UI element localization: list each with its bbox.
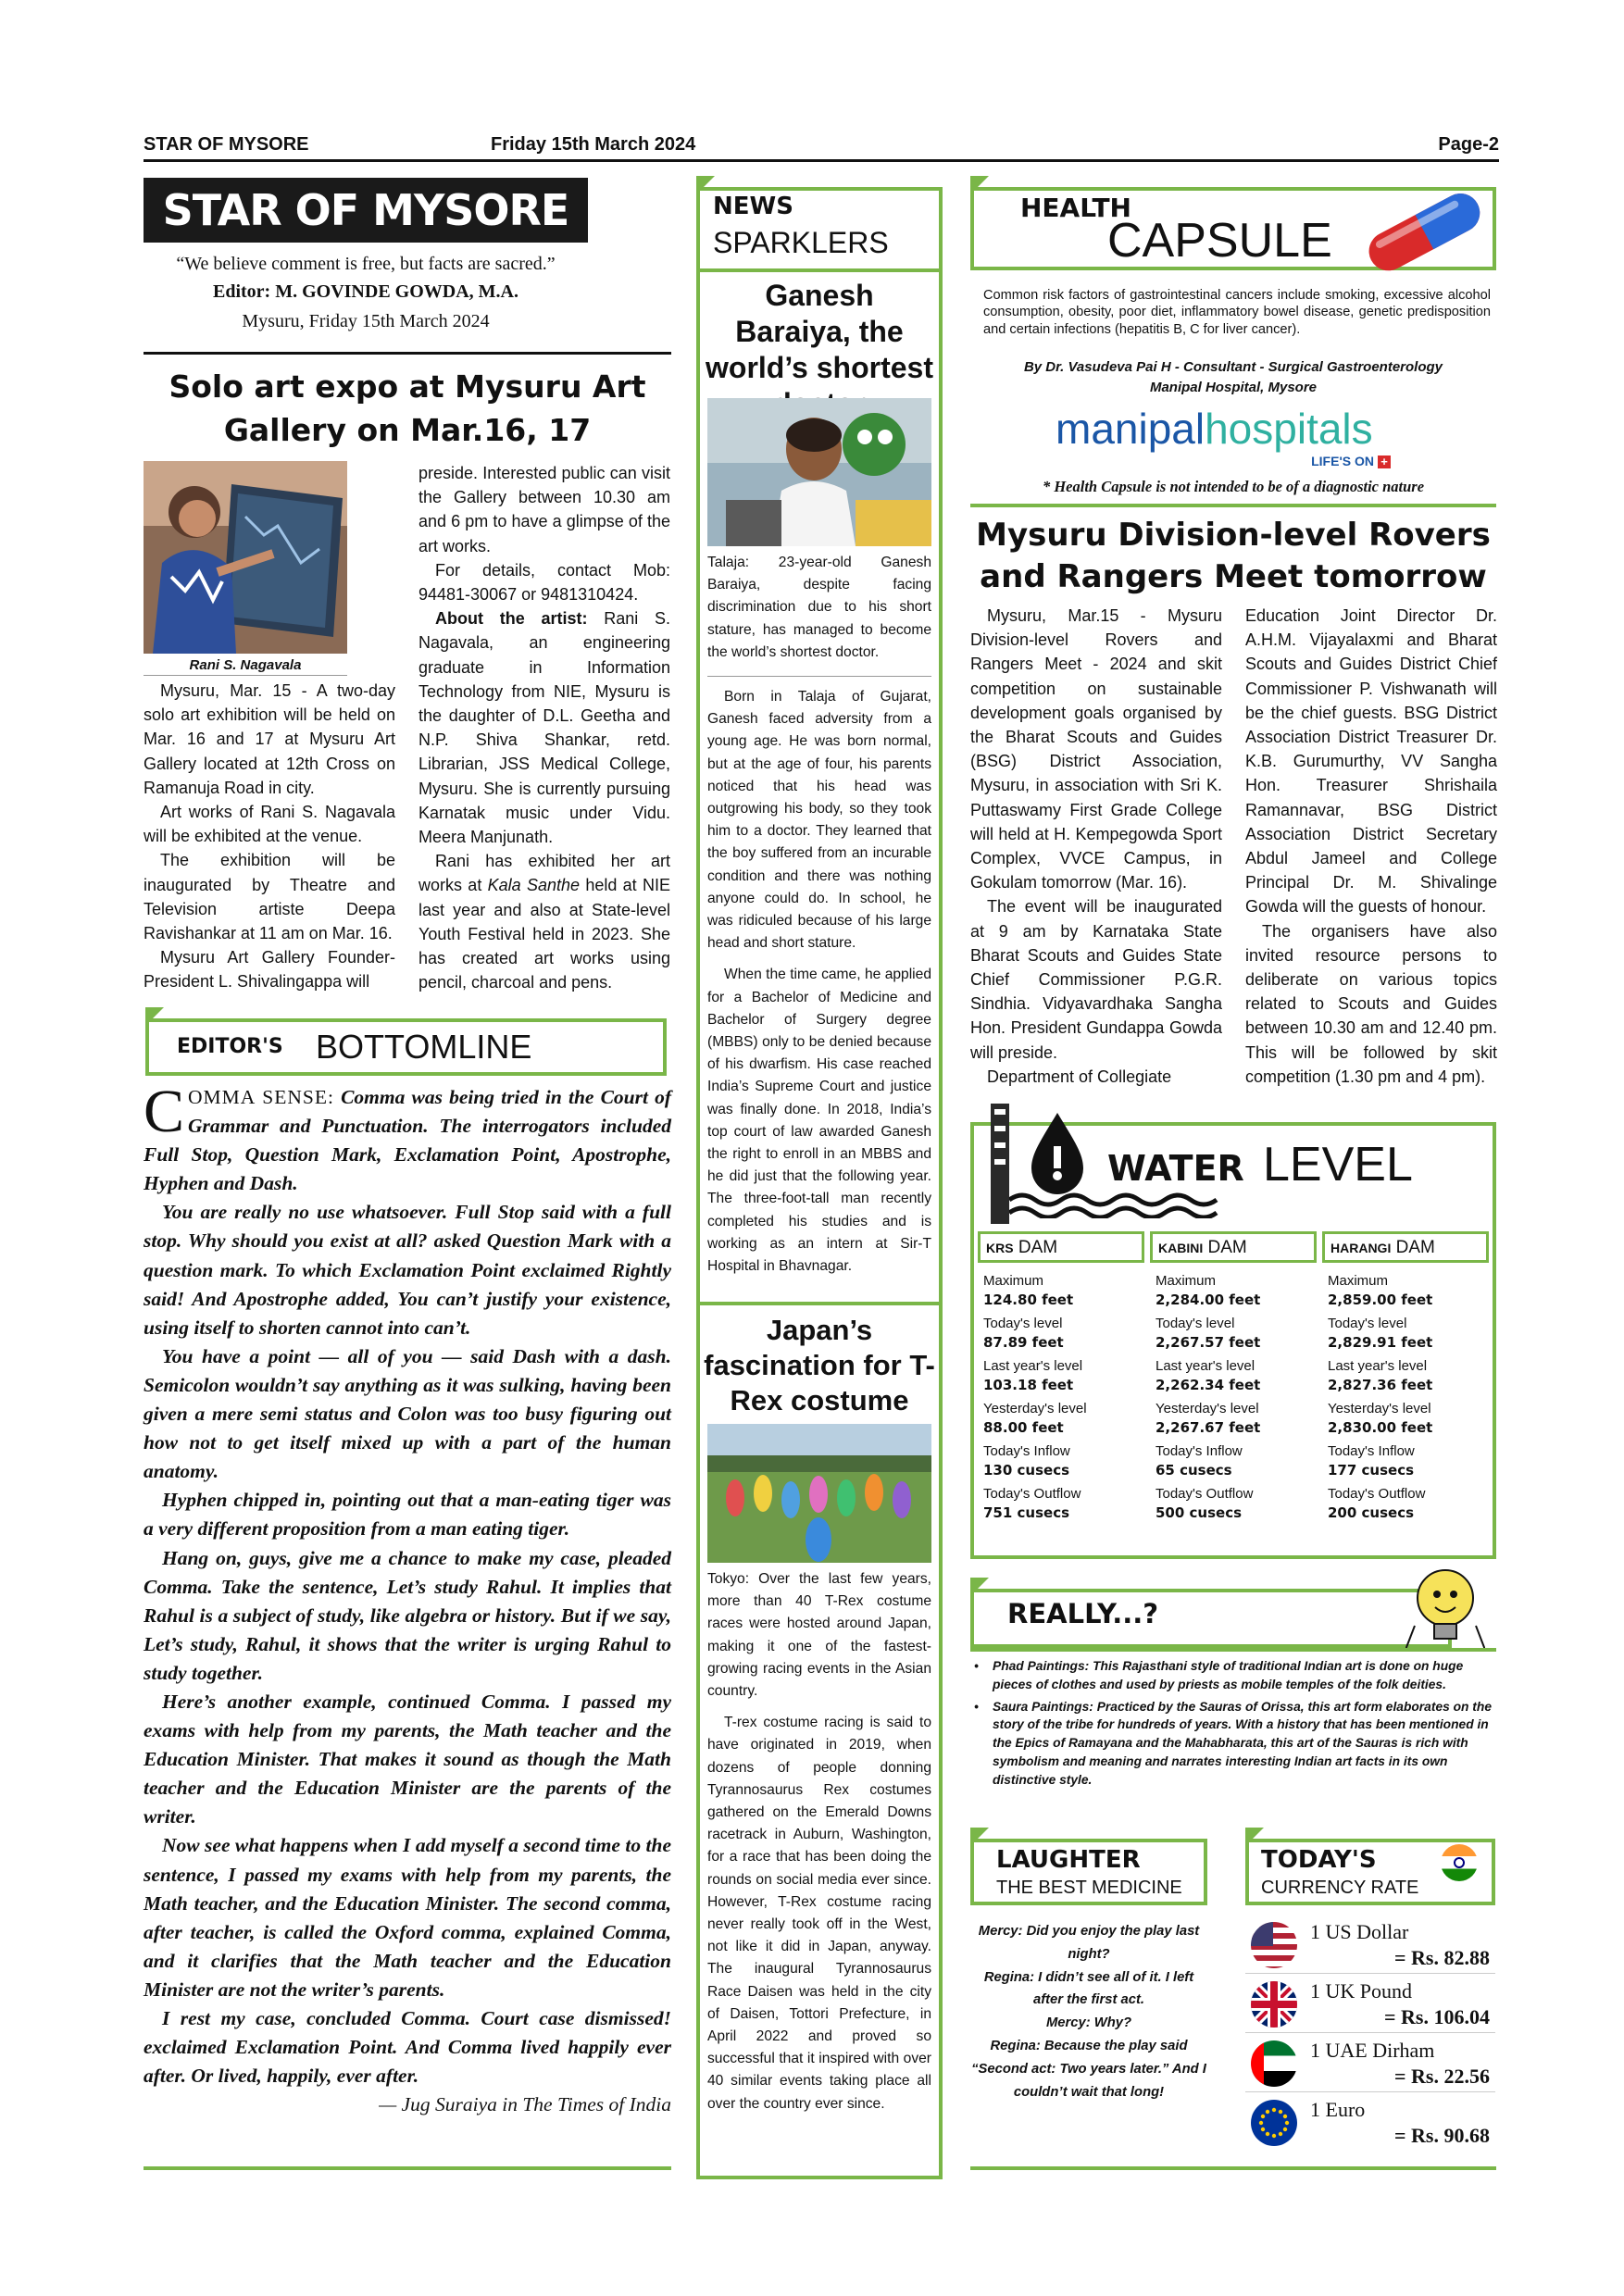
bottomline-para: Now see what happens when I add myself a second time to the sentence, I passed my exams with help from my parents, the Math teacher, and the Education Minister. The second comma, after teacher, is called the Oxford comma, explained Comma, and it clarifies that the Math teacher and the Education Minister are not the writer’s parents. bbox=[144, 1834, 671, 2001]
rovers-para: Mysuru, Mar.15 - Mysuru Division-level Rovers and Rangers Meet - 2024 and skit competition on sustainable development goals organised by the Bharat Scouts and Guides (BSG) District Association, Mysuru, in association with Sri K. Puttaswamy First Grade College will held at H. Kempegowda Sport Complex, VVCE Campus, in Gokulam tomorrow (Mar. 16). bbox=[970, 606, 1222, 892]
currency-name: 1 Euro bbox=[1310, 2098, 1366, 2121]
solo-para: The exhibition will be inaugurated by Theatre and Television artiste Deepa Ravishankar at 11 am on Mar. 16. bbox=[144, 851, 395, 943]
currency-tab-marker bbox=[1245, 1828, 1264, 1846]
solo-col2 bbox=[418, 461, 670, 994]
dam-column bbox=[1322, 1231, 1489, 1526]
rovers-col1 bbox=[970, 604, 1222, 1089]
solo-headline: Solo art expo at Mysuru Art Gallery on Mar.16, 17 bbox=[169, 368, 646, 448]
dam-stat: Today's Inflow 65 cusecs bbox=[1156, 1443, 1243, 1479]
dam-stat: Today's level 2,829.91 feet bbox=[1328, 1316, 1433, 1351]
sparklers-tab-marker bbox=[696, 176, 715, 194]
dam-stat: Today's Outflow 500 cusecs bbox=[1156, 1486, 1254, 1521]
lead-caps: OMMA SENSE: bbox=[188, 1086, 334, 1108]
solo-para: Mysuru, Mar. 15 - A two-day solo art exhibition will be held on Mar. 16 and 17 at Mysuru Art Gallery located at 12th Cross on Ramanuja Road in city. bbox=[144, 681, 395, 797]
dam-stat: Maximum 2,284.00 feet bbox=[1156, 1273, 1261, 1308]
plus-icon: + bbox=[1378, 455, 1391, 468]
bottomline-para: Hyphen chipped in, pointing out that a man-eating tiger was a very different proposition from a man eating tiger. bbox=[144, 1489, 671, 1541]
dam-stat: Yesterday's level 2,830.00 feet bbox=[1328, 1401, 1433, 1436]
uae-flag-icon bbox=[1251, 2040, 1297, 2087]
dam-word: DAM bbox=[1018, 1238, 1058, 1257]
masthead-dateline: Mysuru, Friday 15th March 2024 bbox=[242, 311, 490, 331]
dam-column bbox=[978, 1231, 1144, 1526]
solo-para: Art works of Rani S. Nagavala will be exhibited at the venue. bbox=[144, 803, 395, 846]
currency-value: = Rs. 22.56 bbox=[1394, 2065, 1490, 2088]
health-text: Common risk factors of gastrointestinal cancers include smoking, excessive alcohol consumption, obesity, poor diet, inflammatory bowel disease, genetic predisposition and certain infections (hepatitis B, C for liver cancer). bbox=[983, 288, 1491, 337]
bulb-icon bbox=[1405, 1561, 1485, 1657]
dam-column bbox=[1150, 1231, 1317, 1526]
rovers-para: The organisers have also invited resource persons to deliberate on various topics related to Scouts and Guides between 10.30 am and 12.40 pm. This will be followed by skit competition (1.30 pm and 4 pm). bbox=[1245, 921, 1497, 1086]
bottomline-para: You have a point — all of you — said Dash with a dash. Semicolon wouldn’t say anything as it was sulking, having been given a mere semi status and Colon was too busy figuring out how not to get itself mixed up with a part of the human anatomy. bbox=[144, 1344, 671, 1483]
dam-stat: Today's Inflow 130 cusecs bbox=[983, 1443, 1070, 1479]
water-waves-icon bbox=[1009, 1191, 1222, 1218]
us-flag-icon bbox=[1251, 1922, 1297, 1968]
dam-stat: Today's Outflow 200 cusecs bbox=[1328, 1486, 1426, 1521]
right-bottom-rule bbox=[970, 2166, 1496, 2170]
laughter-tab-marker bbox=[970, 1828, 989, 1846]
bottomline-label-b: BOTTOMLINE bbox=[316, 1028, 532, 1066]
dam-header bbox=[978, 1231, 1144, 1263]
currency-label-b: CURRENCY RATE bbox=[1261, 1878, 1419, 1898]
laughter-line: Mercy: Did you enjoy the play last night? bbox=[978, 1924, 1200, 1962]
header-paper-name: STAR OF MYSORE bbox=[144, 134, 309, 155]
rovers-para: The event will be inaugurated at 9 am by Karnataka State Bharat Scouts and Guides State Chief Commissioner P.G.R. Sindhia. Vidyavardhaka Sangha Hon. President Gundappa Gowda will preside. bbox=[970, 897, 1222, 1062]
currency-value: = Rs. 106.04 bbox=[1384, 2005, 1490, 2028]
solo-col1 bbox=[144, 679, 395, 994]
solo-artist-para bbox=[418, 606, 670, 849]
artist-photo-caption: Rani S. Nagavala bbox=[144, 655, 347, 676]
dam-stat: Last year's level 103.18 feet bbox=[983, 1358, 1083, 1393]
health-label-b: CAPSULE bbox=[1107, 214, 1332, 268]
health-disclaimer: * Health Capsule is not intended to be of a diagnostic nature bbox=[1042, 478, 1425, 495]
story1-para: Born in Talaja of Gujarat, Ganesh faced adversity from a young age. He was born normal, but at the age of four, his parents noticed that his head was outgrowing his body, so they took him to a doctor. They learned that the boy suffered from an incurable condition and there was nothing anyone could do. In school, he was ridiculed because of his large head and short stature. bbox=[707, 689, 931, 952]
story1-text bbox=[707, 552, 931, 1278]
laughter-line: Regina: I didn’t see all of it. I left after the first act. bbox=[983, 1969, 1194, 2008]
artist-photo bbox=[144, 461, 347, 654]
sparklers-label-b: SPARKLERS bbox=[713, 226, 889, 259]
logo-text-a: manipal bbox=[1056, 405, 1206, 453]
left-bottom-rule bbox=[144, 2166, 671, 2170]
laughter-label-a: LAUGHTER bbox=[996, 1846, 1141, 1874]
solo-para: Rani has exhibited her art works at Kala Santhe held at NIE last year and also at State-level Youth Festival held in 2023. She has created art works using pencil, charcoal and pens. bbox=[418, 852, 670, 992]
laughter-line: Regina: Because the play said “Second act: Two years later.” And I couldn’t wait that long! bbox=[971, 2038, 1206, 2100]
laughter-line: Mercy: Why? bbox=[1045, 2015, 1132, 2031]
solo-para: Mysuru Art Gallery Founder-President L. Shivalingappa will bbox=[144, 948, 395, 992]
bottomline-body bbox=[144, 1078, 671, 2119]
currency-row bbox=[1245, 1916, 1495, 1974]
really-label: REALLY...? bbox=[1007, 1598, 1159, 1629]
story2-text bbox=[707, 1568, 931, 2115]
artist-text: Rani S. Nagavala, an engineering graduate in Information Technology from NIE, Mysuru is the daughter of D.L. Geetha and N.P. Shiva Shankar, retd. Librarian, JSS Medical College, Mysuru. She is currently pursuing Karnatak music under Vidu. Meera Manjunath. bbox=[418, 609, 670, 847]
bottomline-para: Here’s another example, continued Comma. I passed my exams with help from my parents, the Math teacher and the Education Minister. That makes it sound as though the Math teacher and the Education Minister are the parents of the writer. bbox=[144, 1690, 671, 1828]
story2-para: Tokyo: Over the last few years, more than 40 T-Rex costume races were hosted around Japan, making it one of the fastest-growing racing events in the Asian country. bbox=[707, 1571, 931, 1700]
currency-name: 1 US Dollar bbox=[1310, 1920, 1409, 1943]
uk-flag-icon bbox=[1251, 1981, 1297, 2028]
rovers-para: Education Joint Director Dr. A.H.M. Vijayalaxmi and Bharat Scouts and Guides District Chief Commissioner P. Vishwanath will be the chief guests. BSG District Association District Treasurer Dr. K.B. Gurumurthy, VV Sangha Hon. Treasurer Shrishaila Ramannavar, BSG District Association District Secretary Abdul Jameel and College Principal Dr. M. Shivalinge Gowda will the guests of honour. bbox=[1245, 606, 1497, 917]
story1-caption: Talaja: 23-year-old Ganesh Baraiya, despite facing discrimination due to his short stature, has managed to become the world’s shortest doctor. bbox=[707, 555, 931, 660]
dam-stat: Today's Outflow 751 cusecs bbox=[983, 1486, 1081, 1521]
trex-race-photo bbox=[707, 1424, 931, 1563]
rovers-col2 bbox=[1245, 604, 1497, 1089]
health-rule bbox=[970, 504, 1496, 507]
sparklers-rule bbox=[700, 268, 939, 272]
story2-para: T-rex costume racing is said to have originated in 2019, when dozens of people donning Tyrannosaurus Rex costumes gathered on the Emerald Downs racetrack in Auburn, Washington, for a race that has been doing the rounds on social media ever since. However, T-Rex costume racing never really took off in the West, not like it did in Japan, anyway. The inaugural Tyrannosaurus Race Daisen was held in the city of Daisen, Tottori Prefecture, in April 2022 and proved so successful that it inspired with over 40 similar events taking place all over the country ever since. bbox=[707, 1715, 931, 2112]
health-byline: By Dr. Vasudeva Pai H - Consultant - Surgical Gastroenterology bbox=[1023, 359, 1443, 375]
bottomline-lead bbox=[144, 1078, 671, 1198]
header-page-number: Page-2 bbox=[1438, 134, 1499, 155]
masthead-editor: Editor: M. GOVINDE GOWDA, M.A. bbox=[213, 281, 518, 302]
doctor-photo bbox=[707, 398, 931, 546]
capsule-pill-icon bbox=[1354, 183, 1493, 276]
dam-header bbox=[1322, 1231, 1489, 1263]
masthead-banner: STAR OF MYSORE bbox=[144, 178, 588, 243]
manipal-logo bbox=[1056, 404, 1426, 468]
solo-para: preside. Interested public can visit the Gallery between 10.30 am and 6 pm to have a glimpse of the art works. bbox=[418, 464, 670, 555]
bottomline-tab-marker bbox=[145, 1007, 164, 1026]
logo-text-b: hospitals bbox=[1205, 405, 1373, 453]
masthead-rule bbox=[144, 352, 671, 355]
bottomline-para: I rest my case, concluded Comma. Court case dismissed! exclaimed Exclamation Point. And Comma lived happily ever after. Or lived, happily, ever after. bbox=[144, 2007, 671, 2088]
header-date: Friday 15th March 2024 bbox=[491, 134, 696, 155]
bottomline-credit: — Jug Suraiya in The Times of India bbox=[379, 2093, 671, 2116]
masthead-motto: “We believe comment is free, but facts are sacred.” bbox=[176, 254, 556, 274]
bottomline-para: You are really no use whatsoever. Full Stop said with a full stop. Why should you exist at all? asked Question Mark with a question mark. To which Exclamation Point exclaimed Rightly said! And Apostrophe added, You can’t justify your existence, using itself to shorten cannot into can’t. bbox=[144, 1201, 671, 1339]
health-byline-2: Manipal Hospital, Mysore bbox=[1149, 380, 1318, 395]
dam-stat: Maximum 2,859.00 feet bbox=[1328, 1273, 1433, 1308]
dam-stat: Last year's level 2,262.34 feet bbox=[1156, 1358, 1261, 1393]
story2-headline: Japan’s fascination for T-Rex costume bbox=[704, 1314, 935, 1416]
eu-flag-icon bbox=[1251, 2100, 1297, 2146]
dropcap: C bbox=[144, 1078, 185, 1145]
laughter-label-b: THE BEST MEDICINE bbox=[996, 1878, 1182, 1898]
dam-header bbox=[1150, 1231, 1317, 1263]
really-list bbox=[970, 1657, 1496, 1790]
water-label-a: WATER bbox=[1107, 1148, 1244, 1189]
really-item: • Saura Paintings: Practiced by the Sauras of Orissa, this art form elaborates on the story of the tribe for hundreds of years. With a history that has been mentioned in the Epics of Ramayana and the Mahabharata, this art of the Sauras is rich with symbolism and meaning and narrates interesting Indian art facts in its own distinctive style. bbox=[974, 1699, 1493, 1787]
dam-stat: Yesterday's level 88.00 feet bbox=[983, 1401, 1087, 1436]
dam-stat: Maximum 124.80 feet bbox=[983, 1273, 1074, 1308]
sparklers-divider bbox=[700, 1302, 939, 1305]
sparklers-label-a: NEWS bbox=[713, 193, 793, 220]
dam-stat: Today's level 87.89 feet bbox=[983, 1316, 1064, 1351]
currency-name: 1 UK Pound bbox=[1310, 1979, 1413, 2003]
currency-row bbox=[1245, 2094, 1495, 2152]
bottomline-label-box bbox=[145, 1018, 667, 1076]
story1-para: When the time came, he applied for a Bachelor of Medicine and Bachelor of Surgery degree (MBBS) only to be denied because of his dwarfism. His case reached India’s Supreme Court and justice was finally done. In 2018, India’s top court of law awarded Ganesh the right to enroll in an MBBS and he did just that the following year. The three-foot-tall man recently completed his studies and is working as an intern at Sir-T Hospital in Bhavnagar. bbox=[707, 967, 931, 1275]
currency-name: 1 UAE Dirham bbox=[1310, 2039, 1435, 2062]
dam-stat: Yesterday's level 2,267.67 feet bbox=[1156, 1401, 1261, 1436]
currency-label-a: TODAY'S bbox=[1261, 1846, 1377, 1874]
laughter-text bbox=[970, 1920, 1207, 2103]
india-flag-icon bbox=[1441, 1844, 1478, 1881]
rovers-headline: Mysuru Division-level Rovers and Rangers Meet tomorrow bbox=[976, 517, 1491, 595]
really-item: • Phad Paintings: This Rajasthani style of traditional Indian art is done on huge pieces of clothes and used by priests as mobile temples of the folk deities. bbox=[974, 1659, 1464, 1691]
bottomline-para: Hang on, guys, give me a chance to make my case, pleaded Comma. Take the sentence, Let’s study Rahul. It implies that Rahul is a subject of study, like algebra or history. But if we say, Let’s study, Rahul, it shows that the writer is urging Rahul to study together. bbox=[144, 1546, 671, 1684]
water-label-b: LEVEL bbox=[1263, 1138, 1413, 1192]
dam-word: DAM bbox=[1207, 1238, 1247, 1257]
dam-tag: KRS bbox=[986, 1241, 1014, 1255]
dam-stat: Today's Inflow 177 cusecs bbox=[1328, 1443, 1415, 1479]
currency-row bbox=[1245, 1976, 1495, 2033]
dam-stat: Today's level 2,267.57 feet bbox=[1156, 1316, 1261, 1351]
dam-tag: KABINI bbox=[1158, 1241, 1204, 1255]
lead-rest: Comma was being tried in the Court of Grammar and Punctuation. The interrogators included Full Stop, Question Mark, Exclamation Point, Apostrophe, Hyphen and Dash. bbox=[144, 1086, 671, 1195]
logo-tagline: LIFE'S ON bbox=[1311, 454, 1374, 468]
really-tab-marker bbox=[970, 1578, 989, 1596]
dam-stat: Last year's level 2,827.36 feet bbox=[1328, 1358, 1433, 1393]
header-rule bbox=[144, 159, 1499, 162]
currency-row bbox=[1245, 2035, 1495, 2092]
really-rule bbox=[970, 1648, 1496, 1652]
dam-word: DAM bbox=[1395, 1238, 1435, 1257]
story1-headline: Ganesh Baraiya, the world’s shortest bbox=[706, 279, 933, 384]
health-tab-marker bbox=[970, 176, 989, 194]
page-header bbox=[144, 134, 1499, 162]
dam-tag: HARANGI bbox=[1330, 1241, 1392, 1255]
solo-contact: For details, contact Mob: 94481-30067 or 9481310424. bbox=[418, 560, 670, 605]
currency-value: = Rs. 90.68 bbox=[1394, 2124, 1490, 2147]
artist-label: About the artist: bbox=[435, 609, 588, 629]
health-label-a: HEALTH bbox=[1020, 193, 1131, 223]
currency-value: = Rs. 82.88 bbox=[1394, 1946, 1490, 1969]
rovers-para: Department of Collegiate bbox=[987, 1067, 1172, 1086]
bottomline-label-a: EDITOR'S bbox=[177, 1035, 283, 1058]
